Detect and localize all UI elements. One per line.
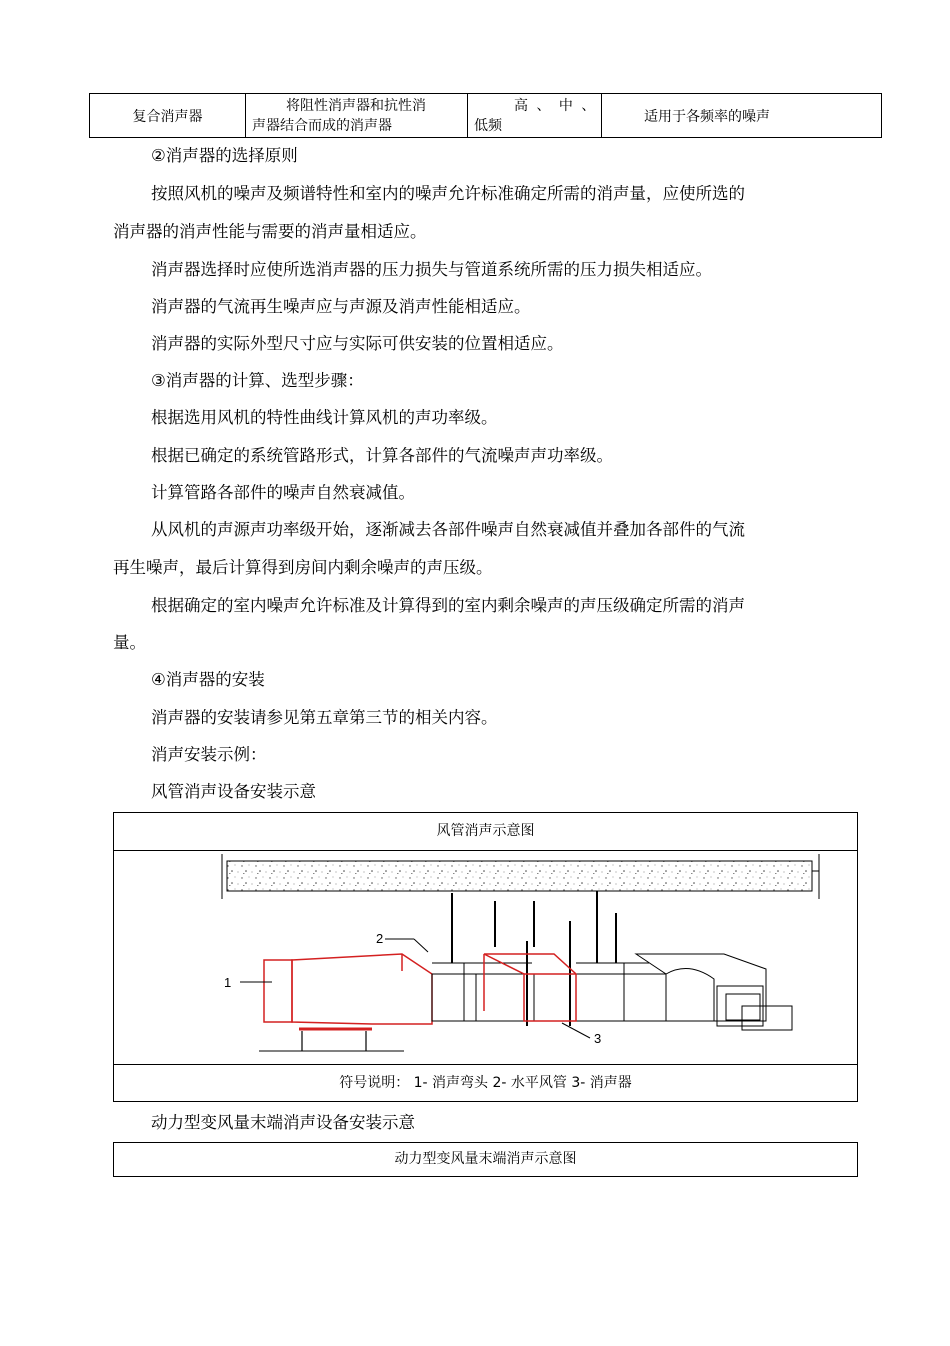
paragraph: 根据确定的室内噪声允许标准及计算得到的室内剩余噪声的声压级确定所需的消声	[151, 596, 745, 615]
callout-2: 2	[376, 931, 384, 946]
paragraph: 消声器的安装请参见第五章第三节的相关内容。	[151, 708, 498, 727]
silencer-description-cell	[246, 94, 468, 138]
section-heading-calculation: ③消声器的计算、选型步骤：	[151, 371, 364, 390]
frequency-line-2: 低频	[474, 117, 502, 134]
description-line-2: 声器结合而成的消声器	[252, 117, 392, 134]
figure-heading-vav: 动力型变风量末端消声设备安装示意	[151, 1113, 415, 1132]
paragraph: 消声器的实际外型尺寸应与实际可供安装的位置相适应。	[151, 334, 564, 353]
paragraph: 根据已确定的系统管路形式，计算各部件的气流噪声声功率级。	[151, 446, 613, 465]
frequency-cell	[468, 94, 602, 138]
callout-3: 3	[594, 1031, 602, 1046]
section-heading-selection: ②消声器的选择原则	[151, 146, 298, 165]
paragraph: 消声器选择时应使所选消声器的压力损失与管道系统所需的压力损失相适应。	[151, 260, 712, 279]
flex-connection	[636, 954, 792, 1030]
figure-heading-duct: 风管消声设备安装示意	[151, 782, 316, 801]
horizontal-duct	[432, 963, 666, 1021]
elbow-silencer	[259, 954, 432, 1051]
usage-cell: 适用于各频率的噪声	[602, 94, 882, 138]
silencer-type-table	[89, 93, 882, 138]
frequency-line-1: 高 、 中 、	[514, 97, 598, 114]
paragraph: 消声器的消声性能与需要的消声量相适应。	[113, 222, 427, 241]
paragraph: 按照风机的噪声及频谱特性和室内的噪声允许标准确定所需的消声量，应使所选的	[151, 184, 745, 203]
paragraph: 量。	[113, 633, 146, 652]
callout-1: 1	[224, 975, 232, 990]
table-row	[90, 94, 882, 138]
vav-figure-title-box: 动力型变风量末端消声示意图	[113, 1142, 858, 1177]
description-line-1: 将阻性消声器和抗性消	[286, 97, 426, 114]
duct-silencer	[484, 954, 576, 1021]
paragraph: 计算管路各部件的噪声自然衰减值。	[151, 483, 415, 502]
silencer-name-cell: 复合消声器	[90, 94, 246, 138]
paragraph: 消声器的气流再生噪声应与声源及消声性能相适应。	[151, 297, 531, 316]
ceiling-slab	[222, 854, 819, 899]
paragraph: 再生噪声，最后计算得到房间内剩余噪声的声压级。	[113, 558, 493, 577]
section-heading-installation: ④消声器的安装	[151, 670, 265, 689]
figure-legend: 符号说明： 1- 消声弯头 2- 水平风管 3- 消声器	[114, 1064, 857, 1101]
paragraph: 根据选用风机的特性曲线计算风机的声功率级。	[151, 408, 498, 427]
duct-silencer-diagram	[114, 851, 857, 1065]
paragraph: 消声安装示例：	[151, 745, 267, 764]
paragraph: 从风机的声源声功率级开始，逐渐减去各部件噪声自然衰减值并叠加各部件的气流	[151, 520, 745, 539]
figure-title: 风管消声示意图	[114, 813, 857, 851]
duct-silencer-figure	[113, 812, 858, 1102]
